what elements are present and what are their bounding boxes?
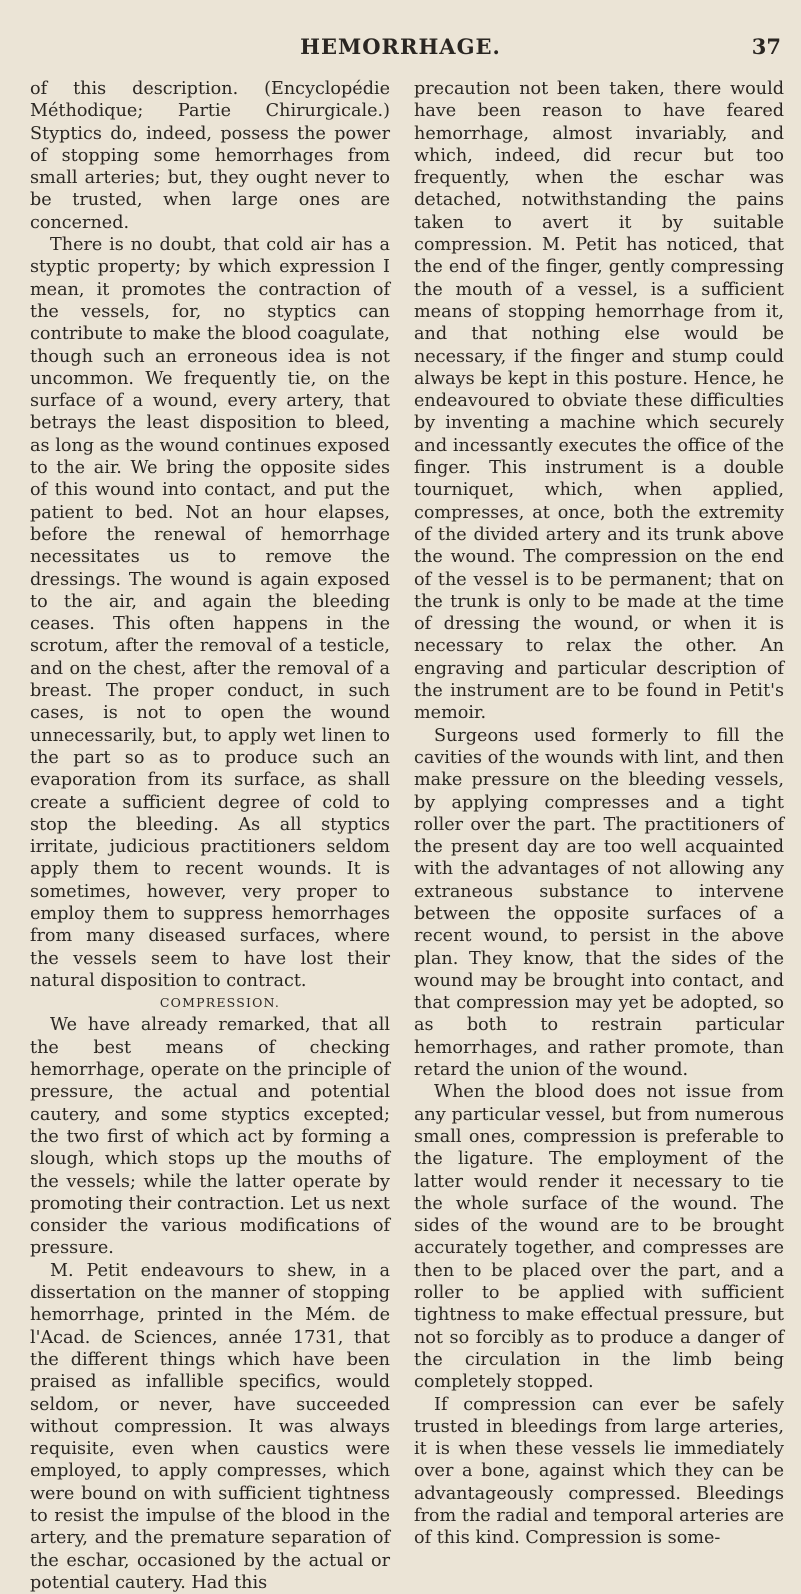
left-column bbox=[30, 78, 390, 1594]
paragraph: When the blood does not issue from any particular vessel, but from numerous small ones, compression is preferable to the ligature. The employment of the latter would render it necessary to tie the whole surface of the wound. The sides of the wound are to be brought accurately together, and compresses are then to be placed over the part, and a roller to be applied with sufficient tightness to make effectual pressure, but not so forcibly as to produce a danger of the circulation in the limb being completely stopped. bbox=[414, 1082, 784, 1393]
running-head: HEMORRHAGE. bbox=[300, 34, 501, 59]
page-header bbox=[0, 34, 801, 66]
paragraph: M. Petit endeavours to shew, in a dissertation on the manner of stopping hemorrhage, printed in the Mém. de l'Acad. de Sciences, année 1731, that the different things which have been praised as infallible specifics, would seldom, or never, have succeeded without compression. It was always requisite, even when caustics were employed, to apply compresses, which were bound on with sufficient tightness to resist the impulse of the blood in the artery, and the premature separation of the eschar, occasioned by the actual or potential cautery. Had this bbox=[30, 1260, 390, 1593]
paragraph: If compression can ever be safely trusted in bleedings from large arteries, it is when these vessels lie immediately over a bone, against which they can be advantageously compressed. Bleedings from the radial and temporal arteries are of this kind. Compression is some- bbox=[414, 1394, 784, 1549]
paragraph: precaution not been taken, there would have been reason to have feared hemorrhage, almost invariably, and which, indeed, did recur but too frequently, when the eschar was detached, notwithstanding the pains taken to avert it by suitable compression. M. Petit has noticed, that the end of the finger, gently compressing the mouth of a vessel, is a sufficient means of stopping hemorrhage from it, and that nothing else would be necessary, if the finger and stump could always be kept in this posture. Hence, he endeavoured to obviate these difficulties by inventing a machine which securely and incessantly executes the office of the finger. This instrument is a double tourniquet, which, when applied, compresses, at once, both the extremity of the divided artery and its trunk above the wound. The compression on the end of the vessel is to be permanent; that on the trunk is only to be made at the time of dressing the wound, or when it is necessary to relax the other. An engraving and particular description of the instrument are to be found in Petit's memoir. bbox=[414, 79, 784, 724]
section-heading: COMPRESSION. bbox=[159, 995, 281, 1011]
paragraph: Surgeons used formerly to fill the cavities of the wounds with lint, and then make pressure on the bleeding vessels, by applying compresses and a tight roller over the part. The practitioners of the present day are too well acquainted with the advantages of not allowing any extraneous substance to intervene between the opposite surfaces of a recent wound, to persist in the above plan. They know, that the sides of the wound may be brought into contact, and that compression may yet be adopted, so as both to restrain particular hemorrhages, and rather promote, than retard the union of the wound. bbox=[414, 725, 784, 1081]
paragraph: of this description. (Encyclopédie Méthodique; Partie Chirurgicale.) Styptics do, indeed, possess the power of stopping some hemorrhages from small arteries; but, they ought never to be trusted, when large ones are concerned. bbox=[30, 79, 390, 233]
paragraph: We have already remarked, that all the best means of checking hemorrhage, operate on the principle of pressure, the actual and potential cautery, and some styptics excepted; the two first of which act by forming a slough, which stops up the mouths of the vessels; while the latter operate by promoting their contraction. Let us next consider the various modifications of pressure. bbox=[30, 1015, 390, 1259]
right-column bbox=[414, 78, 784, 1550]
page-number: 37 bbox=[751, 34, 781, 59]
paragraph: There is no doubt, that cold air has a styptic property; by which expression I mean, it promotes the contraction of the vessels, for, no styptics can contribute to make the blood coagulate, though such an erroneous idea is not uncommon. We frequently tie, on the surface of a wound, every artery, that betrays the least disposition to bleed, as long as the wound continues exposed to the air. We bring the opposite sides of this wound into contact, and put the patient to bed. Not an hour elapses, before the renewal of hemorrhage necessitates us to remove the dressings. The wound is again exposed to the air, and again the bleeding ceases. This often happens in the scrotum, after the removal of a testicle, and on the chest, after the removal of a breast. The proper conduct, in such cases, is not to open the wound unnecessarily, but, to apply wet linen to the part so as to produce such an evaporation from its surface, as shall create a sufficient degree of cold to stop the bleeding. As all styptics irritate, judicious practitioners seldom apply them to recent wounds. It is sometimes, however, very proper to employ them to suppress hemorrhages from many diseased surfaces, where the vessels seem to have lost their natural disposition to contract. bbox=[30, 235, 390, 991]
